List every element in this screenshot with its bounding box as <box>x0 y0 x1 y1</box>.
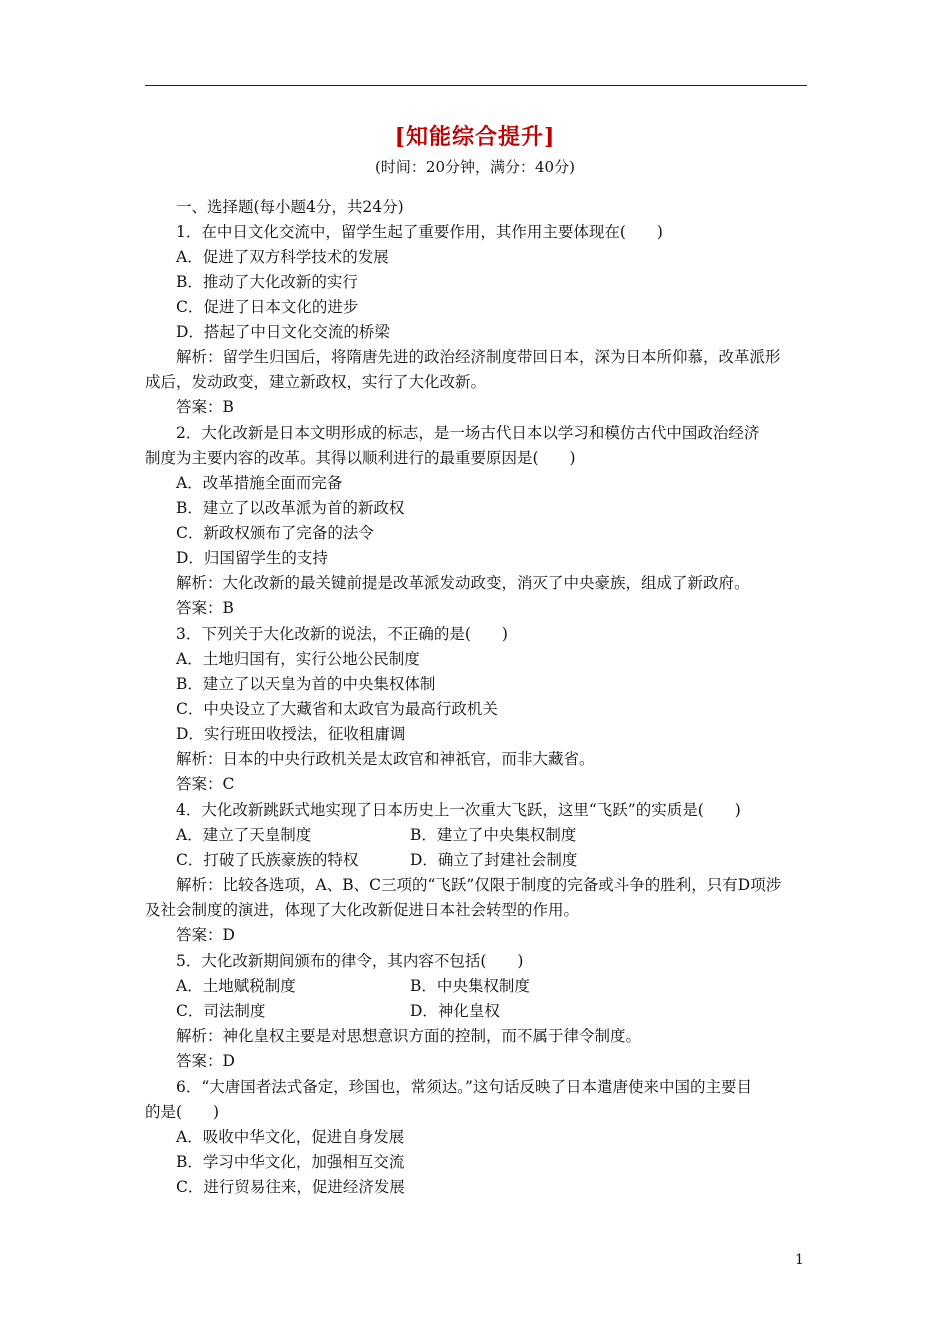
q1-analysis-line2: 成后，发动政变，建立新政权，实行了大化改新。 <box>145 373 487 391</box>
q1-option-b: B．推动了大化改新的实行 <box>176 273 358 291</box>
q4-option-a: A．建立了天皇制度 <box>176 826 312 844</box>
page-number: 1 <box>795 1252 804 1268</box>
q2-stem-line1: 2．大化改新是日本文明形成的标志，是一场古代日本以学习和模仿古代中国政治经济 <box>176 424 760 442</box>
section-heading: 一、选择题(每小题4分，共24分) <box>176 198 404 216</box>
header-rule <box>145 85 807 86</box>
q2-option-a: A．改革措施全面而完备 <box>176 474 343 492</box>
q6-stem-line2: 的是( ) <box>145 1103 220 1121</box>
q1-option-d: D．搭起了中日文化交流的桥梁 <box>176 323 390 341</box>
q1-analysis-line1: 解析：留学生归国后，将隋唐先进的政治经济制度带回日本，深为日本所仰慕，改革派形 <box>176 348 781 366</box>
q4-answer: 答案：D <box>176 926 235 944</box>
q4-stem: 4．大化改新跳跃式地实现了日本历史上一次重大飞跃，这里“飞跃”的实质是( ) <box>176 801 741 819</box>
q5-option-d: D．神化皇权 <box>410 1002 500 1020</box>
q3-analysis: 解析：日本的中央行政机关是太政官和神祇官，而非大藏省。 <box>176 750 595 768</box>
q1-answer: 答案：B <box>176 398 234 416</box>
q4-analysis-line2: 及社会制度的演进，体现了大化改新促进日本社会转型的作用。 <box>145 901 580 919</box>
q4-option-c: C．打破了氏族豪族的特权 <box>176 851 359 869</box>
q6-stem-line1: 6．“大唐国者法式备定，珍国也，常须达。”这句话反映了日本遣唐使来中国的主要目 <box>176 1078 752 1096</box>
q6-option-c: C．进行贸易往来，促进经济发展 <box>176 1178 405 1196</box>
q2-analysis: 解析：大化改新的最关键前提是改革派发动政变，消灭了中央豪族，组成了新政府。 <box>176 574 750 592</box>
q5-stem: 5．大化改新期间颁布的律令，其内容不包括( ) <box>176 952 524 970</box>
page-title: [知能综合提升] <box>394 124 556 150</box>
q2-option-b: B．建立了以改革派为首的新政权 <box>176 499 405 517</box>
page-subtitle: (时间：20分钟，满分：40分) <box>375 158 575 176</box>
q5-option-c: C．司法制度 <box>176 1002 266 1020</box>
q6-option-a: A．吸收中华文化，促进自身发展 <box>176 1128 405 1146</box>
q1-option-c: C．促进了日本文化的进步 <box>176 298 359 316</box>
q4-analysis-line1: 解析：比较各选项，A、B、C三项的“飞跃”仅限于制度的完备或斗争的胜利，只有D项涉 <box>176 876 782 894</box>
q1-option-a: A．促进了双方科学技术的发展 <box>176 248 389 266</box>
q5-option-b: B．中央集权制度 <box>410 977 530 995</box>
q6-option-b: B．学习中华文化，加强相互交流 <box>176 1153 405 1171</box>
q3-option-a: A．土地归国有，实行公地公民制度 <box>176 650 420 668</box>
q3-option-b: B．建立了以天皇为首的中央集权体制 <box>176 675 436 693</box>
q5-analysis: 解析：神化皇权主要是对思想意识方面的控制，而不属于律令制度。 <box>176 1027 642 1045</box>
q3-option-d: D．实行班田收授法，征收租庸调 <box>176 725 406 743</box>
q3-stem: 3．下列关于大化改新的说法，不正确的是( ) <box>176 625 508 643</box>
q5-answer: 答案：D <box>176 1052 235 1070</box>
q2-stem-line2: 制度为主要内容的改革。其得以顺利进行的最重要原因是( ) <box>145 449 576 467</box>
q4-option-d: D．确立了封建社会制度 <box>410 851 578 869</box>
q1-stem: 1．在中日文化交流中，留学生起了重要作用，其作用主要体现在( ) <box>176 223 663 241</box>
q3-option-c: C．中央设立了大藏省和太政官为最高行政机关 <box>176 700 498 718</box>
q3-answer: 答案：C <box>176 775 235 793</box>
q2-option-d: D．归国留学生的支持 <box>176 549 328 567</box>
q2-option-c: C．新政权颁布了完备的法令 <box>176 524 374 542</box>
q4-option-b: B．建立了中央集权制度 <box>410 826 577 844</box>
q5-option-a: A．土地赋税制度 <box>176 977 296 995</box>
q2-answer: 答案：B <box>176 599 234 617</box>
